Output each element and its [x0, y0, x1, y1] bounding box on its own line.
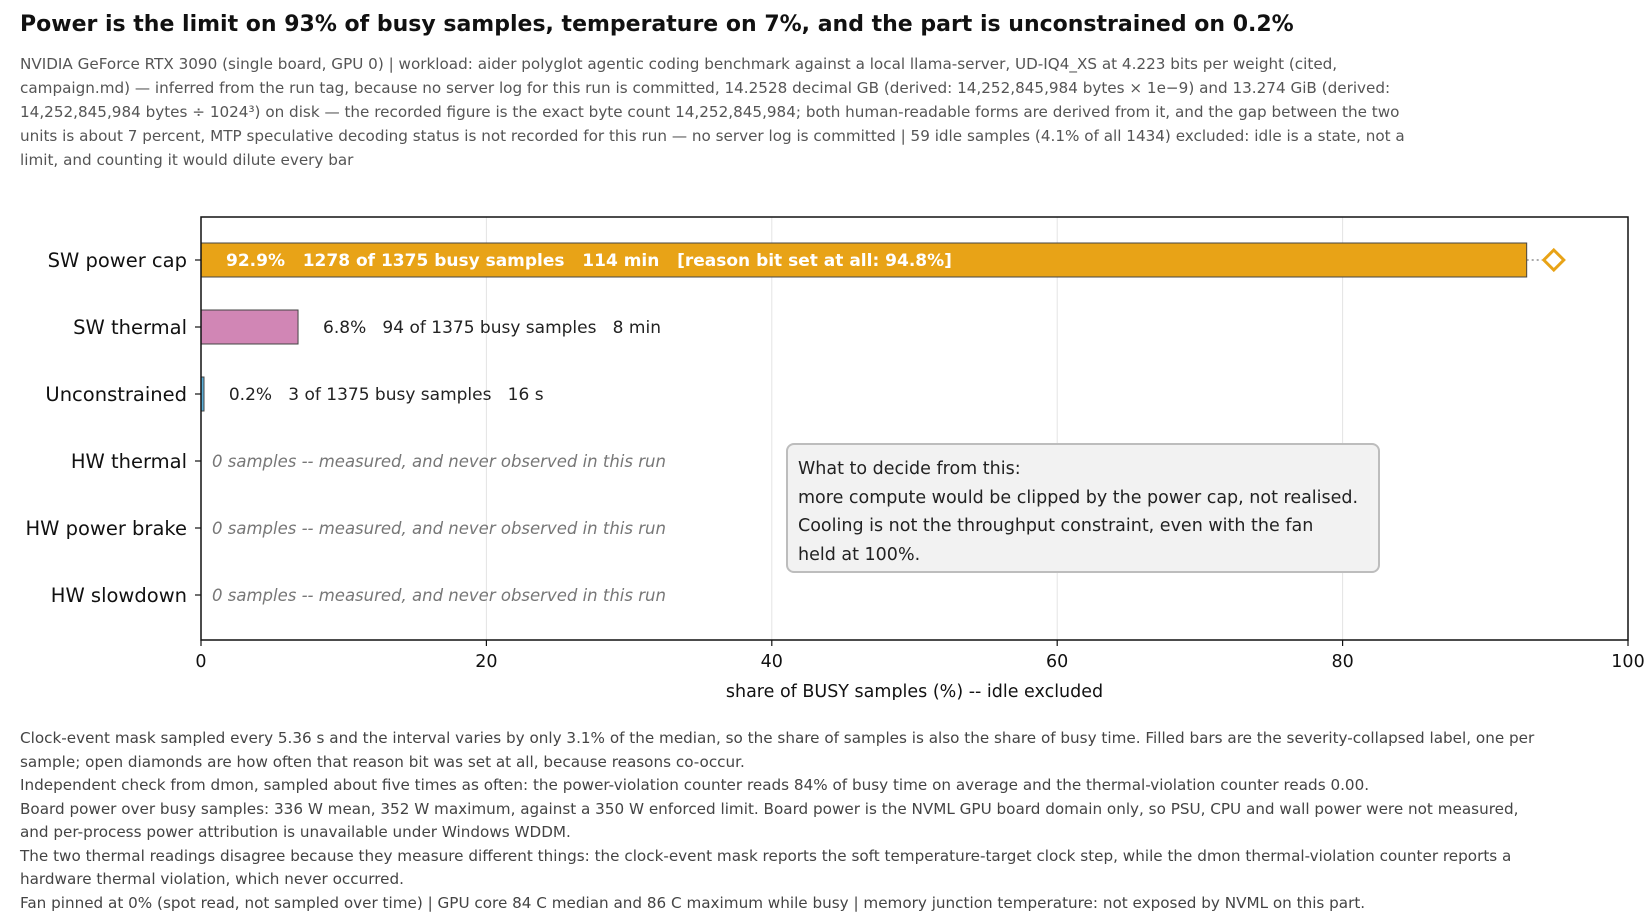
- footnote: Board power over busy samples: 336 W mean, 352 W maximum, against a 350 W enforced limit. Board power is the NVML GPU board domain only, so PSU, CPU and wall power were not measured, and per-process power attribution is unavailable under Windows WDDM.: [20, 799, 1519, 841]
- bar-value-label: 0 samples -- measured, and never observed in this run: [212, 519, 666, 538]
- grid-lines: [486, 217, 1342, 640]
- plot-frame: [201, 217, 1628, 640]
- x-tick-label: 40: [760, 652, 783, 672]
- callout-line: more compute would be clipped by the power cap, not realised.: [798, 487, 1359, 508]
- bar-value-label: 92.9% 1278 of 1375 busy samples 114 min [reason bit set at all: 94.8%]: [226, 251, 952, 271]
- x-tick-label: 20: [475, 652, 498, 672]
- x-tick-label: 100: [1611, 652, 1645, 672]
- x-tick-label: 80: [1331, 652, 1354, 672]
- x-tick-label: 0: [195, 652, 207, 672]
- category-label: SW power cap: [47, 249, 187, 272]
- footnote: Fan pinned at 0% (spot read, not sampled over time) | GPU core 84 C median and 86 C maximum while busy | memory junction temperature: not exposed by NVML on this part.: [20, 893, 1366, 912]
- bar-value-label: 0 samples -- measured, and never observed in this run: [212, 452, 666, 471]
- category-label: HW power brake: [25, 517, 187, 540]
- chart-title: Power is the limit on 93% of busy samples, temperature on 7%, and the part is unconstrained on 0.2%: [20, 12, 1294, 37]
- bar-value-label: 0.2% 3 of 1375 busy samples 16 s: [228, 385, 544, 405]
- footnote: The two thermal readings disagree because they measure different things: the clock-event mask reports the soft temperature-target clock step, while the dmon thermal-violation counter reports a hardware thermal violation, which never occurred.: [20, 846, 1512, 888]
- bar-value-label: 6.8% 94 of 1375 busy samples 8 min: [323, 318, 661, 338]
- footnote: Clock-event mask sampled every 5.36 s and the interval varies by only 3.1% of the median, so the share of samples is also the share of busy time. Filled bars are the severity-collapsed label, one per sample; open diamonds are how often that reason bit was set at all, because reasons co-occur.: [20, 729, 1535, 771]
- callout-line: What to decide from this:: [798, 459, 1021, 479]
- decision-callout: [786, 443, 1380, 573]
- bar: [201, 310, 298, 344]
- chart-subtitle: NVIDIA GeForce RTX 3090 (single board, GPU 0) | workload: aider polyglot agentic coding benchmark against a local llama-server, UD-IQ4_XS at 4.223 bits per weight (cited, campaign.md) — inferred from the run tag, because no server log for this run is committed, 14.2528 decimal GB (derived: 14,252,845,984 bytes × 1e−9) and 13.274 GiB (derived: 14,252,845,984 bytes ÷ 1024³) on disk — the recorded figure is the exact byte count 14,252,845,984; both human-readable forms are derived from it, and the gap between the two units is about 7 percent, MTP speculative decoding status is not recorded for this run — no server log is committed | 59 idle samples (4.1% of all 1434) excluded: idle is a state, not a limit, and counting it would dilute every bar: [20, 55, 1405, 169]
- footnotes: [20, 727, 1550, 915]
- footnote: Independent check from dmon, sampled about five times as often: the power-violation counter reads 84% of busy time on average and the thermal-violation counter reads 0.00.: [20, 776, 1370, 794]
- bar-value-label: 0 samples -- measured, and never observed in this run: [212, 586, 666, 605]
- category-label: HW thermal: [70, 450, 187, 473]
- category-label: SW thermal: [73, 316, 187, 339]
- category-label: Unconstrained: [45, 383, 187, 406]
- category-label: HW slowdown: [50, 584, 187, 607]
- callout-line: Cooling is not the throughput constraint, even with the fan: [798, 516, 1314, 536]
- x-tick-label: 60: [1046, 652, 1069, 672]
- callout-line: held at 100%.: [798, 544, 921, 565]
- x-axis-label: share of BUSY samples (%) -- idle excluded: [725, 682, 1104, 700]
- reason-bit-diamond-icon: [1544, 250, 1564, 270]
